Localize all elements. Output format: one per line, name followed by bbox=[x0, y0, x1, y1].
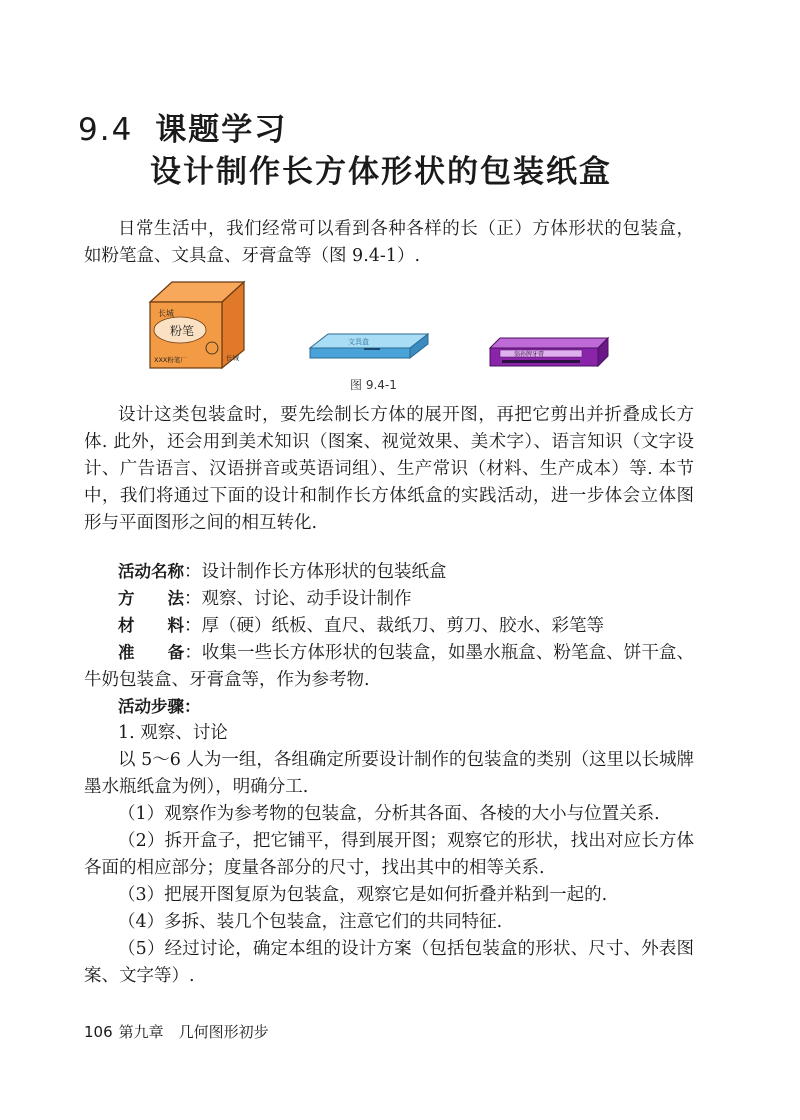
figure-caption: 图 9.4-1 bbox=[350, 378, 397, 392]
chapter-title: 第九章 几何图形初步 bbox=[118, 1023, 269, 1041]
activity-steps-label: 活动步骤： bbox=[118, 697, 201, 716]
chalk-maker-text: XXX粉笔厂 bbox=[154, 356, 187, 364]
substep-3: （3）把展开图复原为包装盒，观察它是如何折叠并粘到一起的. bbox=[118, 885, 608, 905]
step1-title: 1. 观察、讨论 bbox=[118, 723, 228, 743]
section-number: 9.4 bbox=[78, 112, 134, 148]
substep-4: （4）多拆、装几个包装盒，注意它们的共同特征. bbox=[118, 912, 503, 932]
activity-name-value: 设计制作长方体形状的包装纸盒 bbox=[201, 562, 447, 582]
activity-name-line: 活动名称：设计制作长方体形状的包装纸盒 bbox=[118, 562, 447, 582]
step1-text: 以 5～6 人为一组，各组确定所要设计制作的包装盒的类别（这里以长城牌墨水瓶纸盒为例），明确分工. bbox=[84, 750, 694, 797]
design-paragraph: 设计这类包装盒时，要先绘制长方体的展开图，再把它剪出并折叠成长方体. 此外，还会用到美术知识（图案、视觉效果、美术字）、语言知识（文字设计、广告语言、汉语拼音或英语词组）、生产常识（材料、生产成本）等. 本节中，我们将通过下面的设计和制作长方体纸盒的实践活动，进一步体会立体图形与平面图形之间的相互转化. bbox=[84, 405, 694, 533]
activity-material-value: 厚（硬）纸板、直尺、裁纸刀、剪刀、胶水、彩笔等 bbox=[201, 616, 604, 636]
activity-material-line: 材 料：厚（硬）纸板、直尺、裁纸刀、剪刀、胶水、彩笔等 bbox=[118, 616, 604, 636]
activity-prep-line: 准 备：收集一些长方体形状的包装盒，如墨水瓶盒、粉笔盒、饼干盒、牛奶包装盒、牙膏盒等，作为参考物. bbox=[84, 643, 694, 690]
section-title: 课题学习 bbox=[155, 112, 288, 148]
pencil-box-illustration bbox=[310, 334, 428, 358]
substep-2: （2）拆开盒子，把它铺平，得到展开图；观察它的形状，找出对应长方体各面的相应部分；度量各部分的尺寸，找出其中的相等关系. bbox=[84, 831, 694, 878]
page-number: 106 bbox=[84, 1023, 113, 1041]
activity-method-value: 观察、讨论、动手设计制作 bbox=[201, 589, 412, 609]
activity-steps-line bbox=[84, 693, 694, 721]
section-subtitle: 设计制作长方体形状的包装纸盒 bbox=[150, 154, 612, 190]
chalk-brand2-text: 长城 bbox=[226, 354, 239, 362]
substep-5: （5）经过讨论，确定本组的设计方案（包括包装盒的形状、尺寸、外表图案、文字等）. bbox=[84, 939, 694, 986]
intro-paragraph: 日常生活中，我们经常可以看到各种各样的长（正）方体形状的包装盒，如粉笔盒、文具盒、牙膏盒等（图 9.4-1）. bbox=[84, 219, 694, 266]
activity-prep-label: 准 备 bbox=[118, 643, 185, 662]
toothpaste-box-label: 翁孙牌牙膏 bbox=[514, 351, 545, 358]
toothpaste-box-illustration bbox=[490, 338, 608, 366]
pencil-box-label: 文具盒 bbox=[348, 338, 369, 346]
page-footer bbox=[84, 1021, 269, 1042]
activity-method-line: 方 法：观察、讨论、动手设计制作 bbox=[118, 589, 412, 609]
chalk-brand-text: 长城 bbox=[158, 309, 174, 318]
activity-name-label: 活动名称 bbox=[118, 562, 184, 581]
activity-method-label: 方 法 bbox=[118, 589, 184, 608]
chalk-product-text: 粉笔 bbox=[170, 324, 195, 338]
activity-prep-value: 收集一些长方体形状的包装盒，如墨水瓶盒、粉笔盒、饼干盒、牛奶包装盒、牙膏盒等，作为参考物. bbox=[84, 643, 694, 690]
figure-packaging-boxes bbox=[140, 278, 620, 374]
section-heading bbox=[78, 104, 287, 149]
substep-1: （1）观察作为参考物的包装盒，分析其各面、各棱的大小与位置关系. bbox=[118, 804, 660, 824]
chalk-box-illustration bbox=[150, 282, 244, 368]
activity-material-label: 材 料 bbox=[118, 616, 184, 635]
